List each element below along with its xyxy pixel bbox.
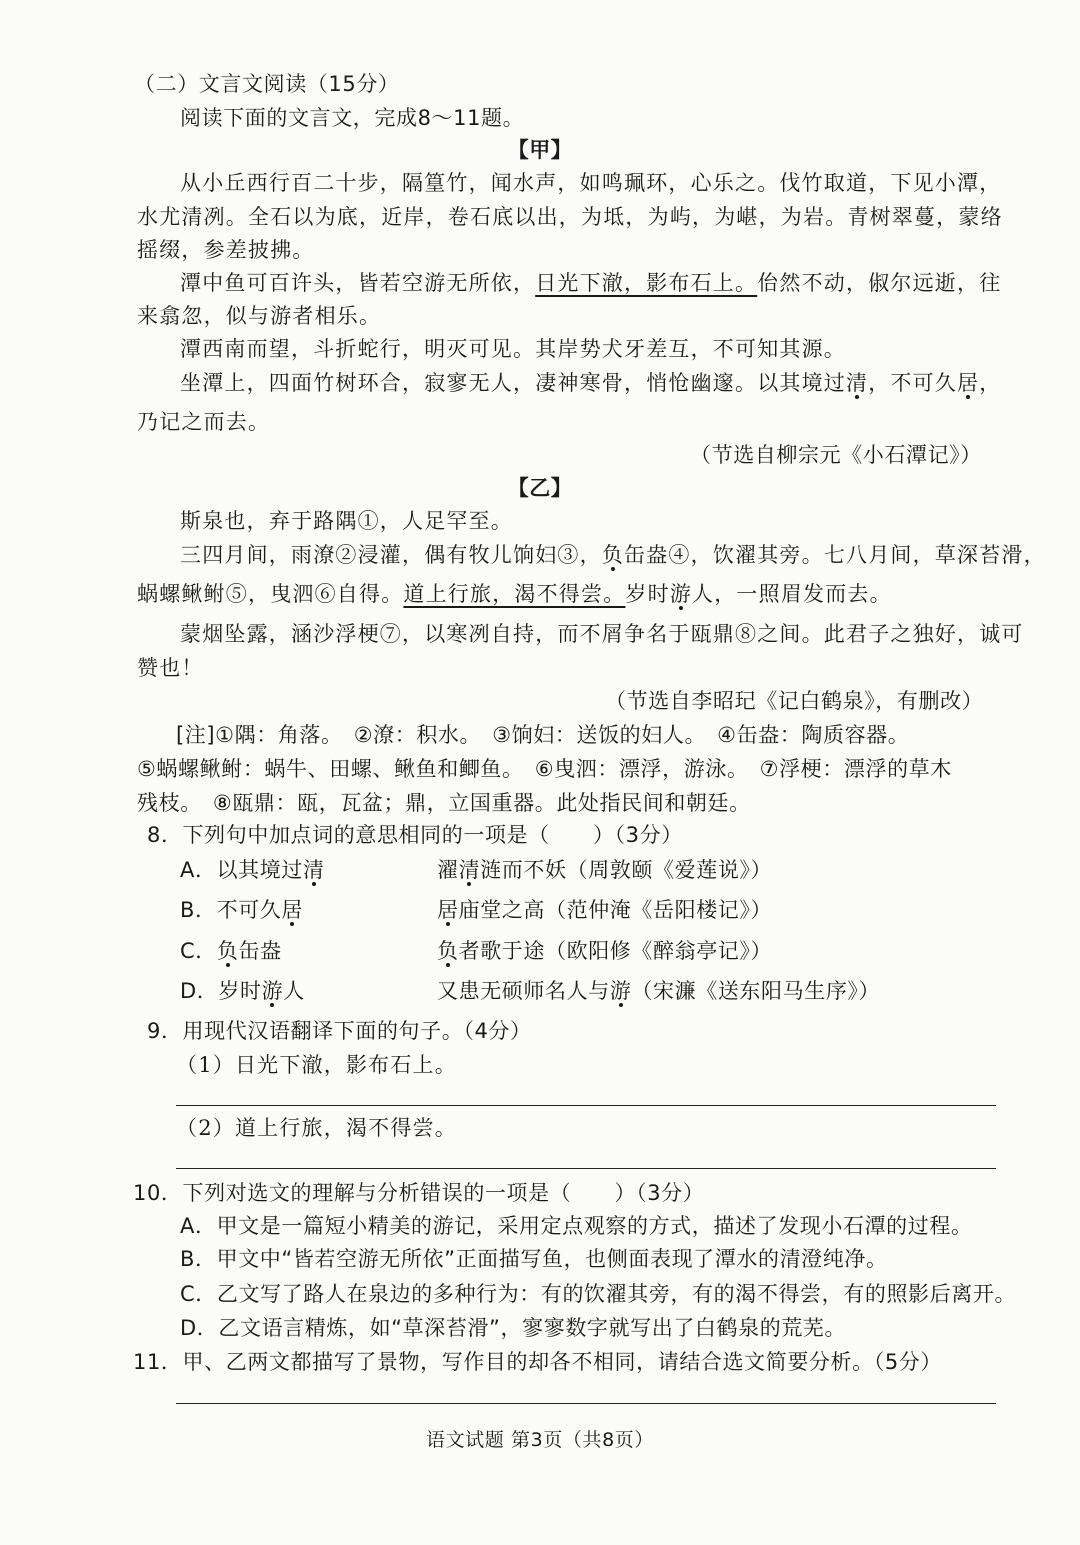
option-text: 人 (283, 979, 305, 1003)
option-text: 以其境过 (216, 858, 303, 882)
q10-option-b: B．甲文中“皆若空游无所依”正面描写鱼，也侧面表现了潭水的清澄纯净。 (180, 1247, 888, 1271)
jia-p4-line2: 乃记之而去。 (137, 410, 271, 434)
jia-p4-text-b: ，不可久 (868, 371, 958, 395)
q8-option-d-right (437, 977, 880, 1005)
jia-p1-line3: 摇缀，参差披拂。 (137, 238, 315, 262)
option-text: 缶盎 (238, 939, 282, 963)
q8-option-a-right (437, 856, 772, 884)
jia-p3: 潭西南而望，斗折蛇行，明灭可见。其岸势犬牙差互，不可知其源。 (180, 337, 846, 361)
q8-option-b-left (180, 896, 303, 924)
q10-option-d: D．乙文语言精炼，如“草深苔滑”，寥寥数字就写出了白鹤泉的荒芜。 (180, 1316, 847, 1340)
dotted-word: 游 (261, 979, 284, 1003)
section-title: （二）文言文阅读（15分） (134, 72, 400, 96)
dotted-word: 居 (437, 898, 459, 922)
jia-underlined-sentence: 日光下澈，影布石上。 (535, 271, 758, 295)
instruction: 阅读下面的文言文，完成8～11题。 (180, 106, 525, 130)
jia-source: （节选自柳宗元《小石潭记》） (690, 443, 982, 467)
q9-stem: 9．用现代汉语翻译下面的句子。（4分） (147, 1019, 532, 1043)
q8-option-b-right (437, 896, 772, 924)
option-text: 者歌于途（欧阳修《醉翁亭记》） (458, 939, 773, 963)
jia-p2-text-a: 潭中鱼可百许头，皆若空游无所依， (180, 271, 536, 295)
yi-p2-text-d: 岁时 (625, 582, 670, 606)
q11-stem: 11．甲、乙两文都描写了景物，写作目的却各不相同，请结合选文简要分析。（5分） (133, 1350, 942, 1374)
yi-p2-text-c: 蜗螺鳅鲋⑤，曳泗⑥自得。 (137, 582, 404, 606)
option-label: C． (180, 939, 217, 963)
q10-option-c: C．乙文写了路人在泉边的多种行为：有的饮濯其旁，有的渴不得尝，有的照影后离开。 (180, 1282, 1017, 1306)
option-text: 濯 (437, 858, 459, 882)
option-text: 涟而不妖（周敦颐《爱莲说》） (480, 858, 773, 882)
q10-option-a: A．甲文是一篇短小精美的游记，采用定点观察的方式，描述了发现小石潭的过程。 (180, 1214, 973, 1238)
jia-p1-line2: 水尤清冽。全石以为底，近岸，卷石底以出，为坻，为屿，为嵁，为岩。青树翠蔓，蒙络 (137, 205, 1003, 229)
dotted-word: 游 (669, 582, 693, 606)
option-label: A． (180, 858, 217, 882)
yi-underlined-sentence: 道上行旅，渴不得尝。 (403, 582, 626, 606)
dotted-word: 清 (302, 858, 325, 882)
notes-line3: 残枝。 ⑧瓯鼎：瓯，瓦盆；鼎，立国重器。此处指民间和朝廷。 (137, 791, 751, 815)
answer-line[interactable] (176, 1403, 996, 1404)
answer-line[interactable] (176, 1105, 996, 1106)
yi-p2-text-a: 三四月间，雨潦②浸灌，偶有牧儿饷妇③， (180, 543, 602, 567)
dotted-word: 负 (216, 939, 239, 963)
option-label: D． (180, 979, 219, 1003)
jia-p4-text-a: 坐潭上，四面竹树环合，寂寥无人，凄神寒骨，悄怆幽邃。以其境过 (180, 371, 846, 395)
yi-p2-text-e: 人，一照眉发而去。 (692, 582, 892, 606)
passage-jia-heading: 【甲】 (507, 138, 573, 162)
yi-p1: 斯泉也，弃于路隅①，人足罕至。 (180, 509, 513, 533)
notes-line1: [注]①隅：角落。 ②潦：积水。 ③饷妇：送饭的妇人。 ④缶盎：陶质容器。 (176, 723, 910, 747)
dotted-word: 清 (458, 858, 481, 882)
option-text: 又患无硕师名人与 (437, 979, 610, 1003)
q10-stem: 10．下列对选文的理解与分析错误的一项是（ ）（3分） (133, 1181, 705, 1205)
jia-p2-line2: 来翕忽，似与游者相乐。 (137, 304, 382, 328)
dotted-word: 负 (437, 939, 459, 963)
dotted-word: 清 (846, 371, 869, 395)
jia-p4-line1 (180, 369, 1001, 397)
dotted-word: 居 (957, 371, 980, 395)
jia-p1-line1: 从小丘西行百二十步，隔篁竹，闻水声，如鸣珮环，心乐之。伐竹取道，下见小潭， (180, 171, 1002, 195)
q8-stem: 8．下列句中加点词的意思相同的一项是（ ）（3分） (147, 823, 683, 847)
q8-option-c-right (437, 937, 772, 965)
passage-yi-heading: 【乙】 (507, 476, 573, 500)
notes-line2: ⑤蜗螺鳅鲋：蜗牛、田螺、鳅鱼和鲫鱼。 ⑥曳泗：漂浮，游泳。 ⑦浮梗：漂浮的草木 (137, 757, 952, 781)
q9-sentence-1: （1）日光下澈，影布石上。 (176, 1053, 457, 1077)
option-text: （宋濂《送东阳马生序》） (631, 979, 881, 1003)
answer-line[interactable] (176, 1168, 996, 1169)
jia-p4-text-c: ， (979, 371, 1002, 395)
yi-p3-line1: 蒙烟坠露，涵沙浮梗⑦，以寒冽自持，而不屑争名于瓯鼎⑧之间。此君子之独好，诚可 (180, 622, 1024, 646)
dotted-word: 负 (601, 543, 625, 567)
q8-option-a-left (180, 856, 325, 884)
yi-p2-line2 (137, 580, 892, 608)
q9-sentence-2: （2）道上行旅，渴不得尝。 (176, 1116, 457, 1140)
option-text: 不可久 (216, 898, 282, 922)
q8-option-d-left (180, 977, 305, 1005)
yi-p2-line1 (180, 541, 1046, 569)
yi-source: （节选自李昭玘《记白鹤泉》，有删改） (605, 689, 984, 713)
option-label: B． (180, 898, 217, 922)
jia-p2-line1 (180, 269, 1001, 297)
yi-p2-text-b: 缶盎④，饮濯其旁。七八月间，草深苔滑， (624, 543, 1046, 567)
option-text: 庙堂之高（范仲淹《岳阳楼记》） (458, 898, 773, 922)
dotted-word: 居 (281, 898, 304, 922)
option-text: 岁时 (218, 979, 262, 1003)
jia-p2-text-b: 佁然不动，俶尔远逝，往 (757, 271, 1002, 295)
q8-option-c-left (180, 937, 282, 965)
page-footer: 语文试题 第3页（共8页） (425, 1429, 655, 1451)
dotted-word: 游 (609, 979, 632, 1003)
yi-p3-line2: 赞也！ (137, 656, 204, 680)
